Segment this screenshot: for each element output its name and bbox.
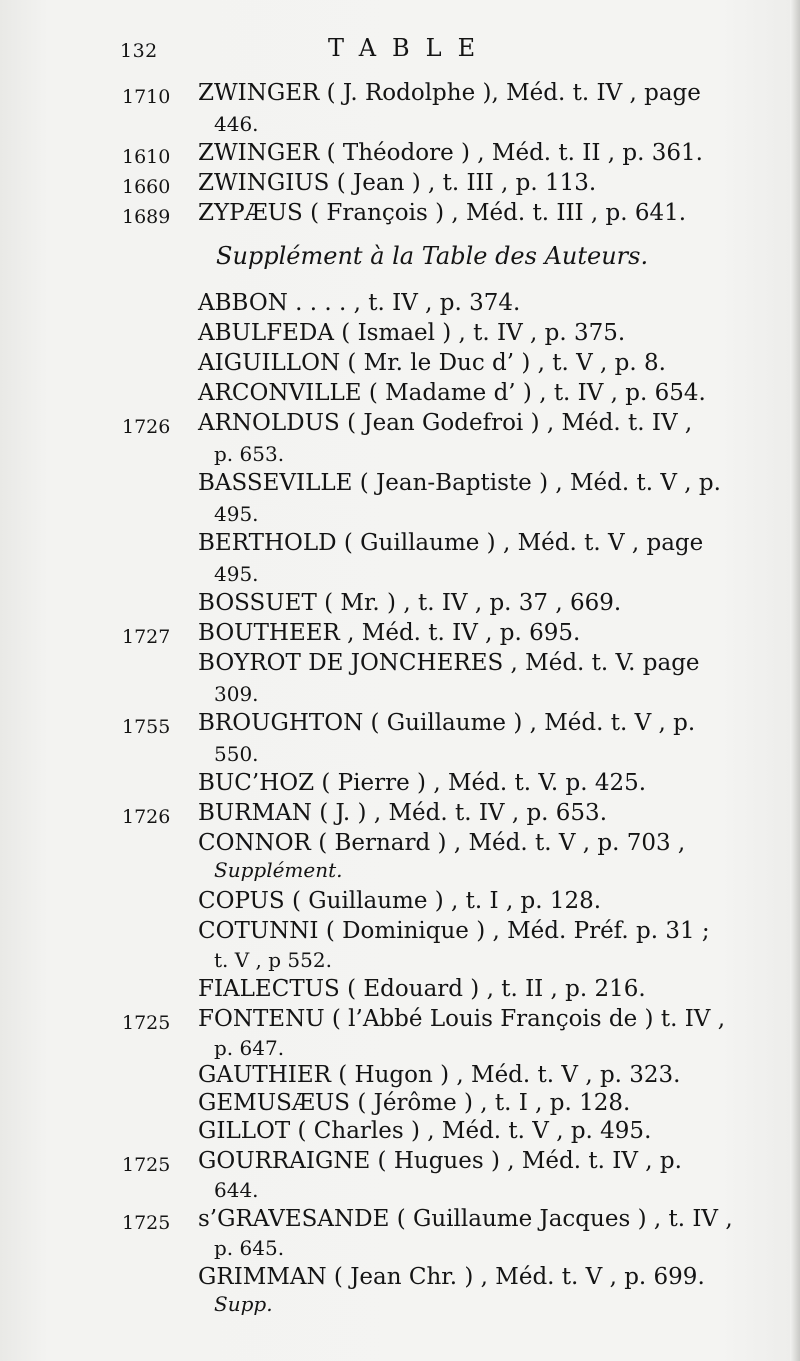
entry-text: AIGUILLON ( Mr. le Duc d’ ) , t. V , p. 8. (198, 350, 666, 376)
entry-text: BASSEVILLE ( Jean-Baptiste ) , Méd. t. V , p. (198, 470, 721, 496)
entry-text: FIALECTUS ( Edouard ) , t. II , p. 216. (198, 976, 646, 1002)
entry-text: BURMAN ( J. ) , Méd. t. IV , p. 653. (198, 800, 608, 826)
entry-text: ABBON . . . . , t. IV , p. 374. (198, 290, 521, 316)
entry-year: 1726 (122, 806, 171, 828)
entry-text: BERTHOLD ( Guillaume ) , Méd. t. V , page (198, 530, 704, 556)
entry-continuation: 309. (214, 682, 259, 706)
entry-text: ARCONVILLE ( Madame d’ ) , t. IV , p. 654. (198, 380, 706, 406)
entry-text: BROUGHTON ( Guillaume ) , Méd. t. V , p. (198, 710, 696, 736)
entry-year: 1689 (122, 206, 171, 228)
entry-continuation: 644. (214, 1178, 259, 1202)
entry-text: ZWINGER ( Théodore ) , Méd. t. II , p. 361. (198, 140, 703, 166)
entry-year: 1660 (122, 176, 171, 198)
entry-continuation: Supp. (214, 1292, 273, 1316)
entry-text: ZWINGER ( J. Rodolphe ), Méd. t. IV , page (198, 80, 701, 106)
page-edge (790, 0, 800, 1361)
entry-text: COPUS ( Guillaume ) , t. I , p. 128. (198, 888, 602, 914)
entry-text: BOYROT DE JONCHERES , Méd. t. V. page (198, 650, 700, 676)
entry-text: GAUTHIER ( Hugon ) , Méd. t. V , p. 323. (198, 1062, 681, 1088)
entry-continuation: t. V , p 552. (214, 948, 332, 972)
entry-text: BOUTHEER , Méd. t. IV , p. 695. (198, 620, 581, 646)
entry-year: 1710 (122, 86, 171, 108)
entry-text: GEMUSÆUS ( Jérôme ) , t. I , p. 128. (198, 1090, 631, 1116)
entry-continuation: 550. (214, 742, 259, 766)
entry-year: 1725 (122, 1212, 171, 1234)
entry-text: COTUNNI ( Dominique ) , Méd. Préf. p. 31 ; (198, 918, 710, 944)
entry-continuation: p. 653. (214, 442, 285, 466)
entry-continuation: 446. (214, 112, 259, 136)
entry-text: GILLOT ( Charles ) , Méd. t. V , p. 495. (198, 1118, 652, 1144)
entry-continuation: Supplément. (214, 858, 343, 882)
entry-text: ABULFEDA ( Ismael ) , t. IV , p. 375. (198, 320, 626, 346)
page-title: TABLE (328, 34, 492, 62)
page-number: 132 (120, 40, 158, 62)
entry-text: GOURRAIGNE ( Hugues ) , Méd. t. IV , p. (198, 1148, 682, 1174)
entry-text: ARNOLDUS ( Jean Godefroi ) , Méd. t. IV , (198, 410, 693, 436)
entry-text: BOSSUET ( Mr. ) , t. IV , p. 37 , 669. (198, 590, 622, 616)
entry-continuation: p. 647. (214, 1036, 285, 1060)
entry-text: ZWINGIUS ( Jean ) , t. III , p. 113. (198, 170, 597, 196)
entry-year: 1725 (122, 1154, 171, 1176)
entry-text: CONNOR ( Bernard ) , Méd. t. V , p. 703 , (198, 830, 686, 856)
entry-continuation: p. 645. (214, 1236, 285, 1260)
section-heading: Supplément à la Table des Auteurs. (216, 242, 649, 270)
entry-year: 1755 (122, 716, 171, 738)
entry-text: BUC’HOZ ( Pierre ) , Méd. t. V. p. 425. (198, 770, 647, 796)
entry-year: 1726 (122, 416, 171, 438)
entry-text: s’GRAVESANDE ( Guillaume Jacques ) , t. IV , (198, 1206, 733, 1232)
entry-year: 1725 (122, 1012, 171, 1034)
entry-text: GRIMMAN ( Jean Chr. ) , Méd. t. V , p. 699. (198, 1264, 705, 1290)
entry-text: FONTENU ( l’Abbé Louis François de ) t. IV , (198, 1006, 726, 1032)
entry-continuation: 495. (214, 502, 259, 526)
entry-continuation: 495. (214, 562, 259, 586)
entry-year: 1610 (122, 146, 171, 168)
entry-year: 1727 (122, 626, 171, 648)
entry-text: ZYPÆUS ( François ) , Méd. t. III , p. 641. (198, 200, 687, 226)
